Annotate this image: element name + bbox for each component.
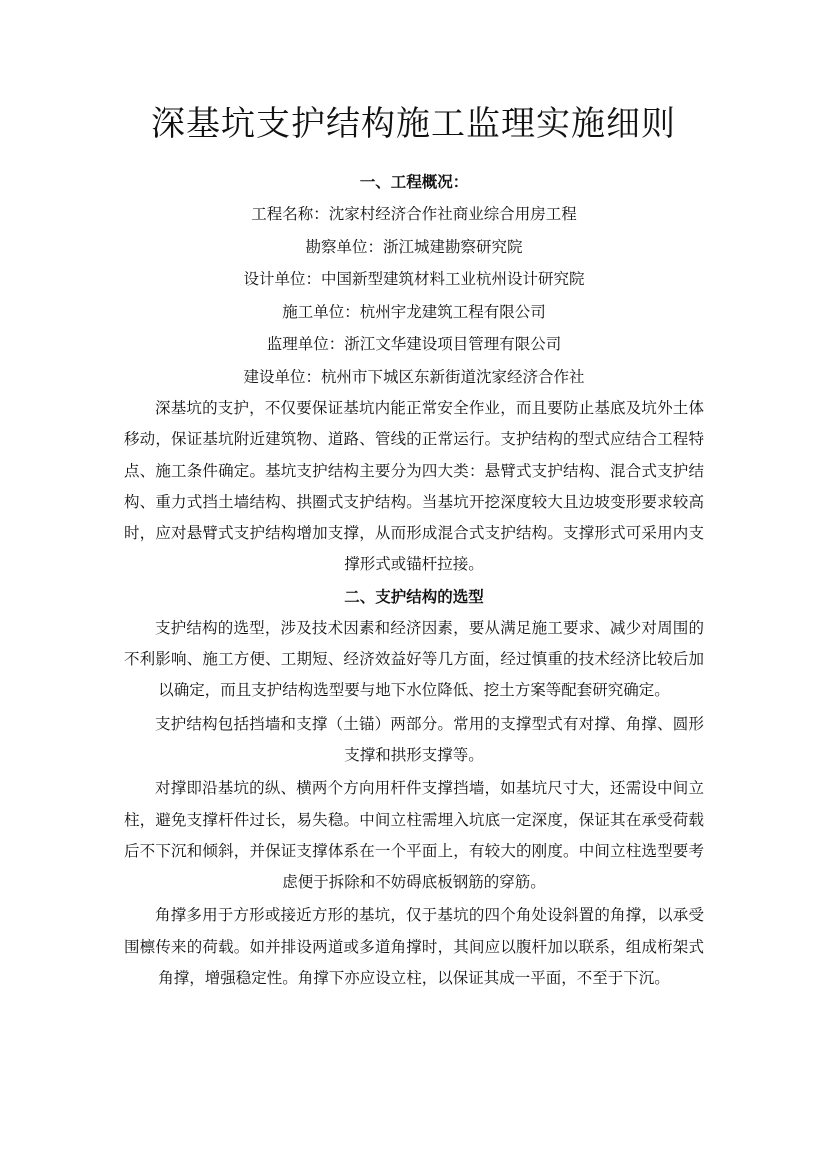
info-owner-unit: 建设单位：杭州市下城区东新街道沈家经济合作社 xyxy=(243,367,585,386)
paragraph-overview: 深基坑的支护，不仅要保证基坑内能正常安全作业，而且要防止基底及坑外土体移动，保证基坑附近建筑物、道路、管线的正常运行。支护结构的型式应结合工程特点、施工条件确定。基坑支护结构主要分为四大类：悬臂式支护结构、混合式支护结构、重力式挡土墙结构、拱圈式支护结构。当基坑开挖深度较大且边坡变形要求较高时，应对悬臂式支护结构增加支撑，从而形成混合式支护结构。支撑形式可采用内支撑形式或锚杆拉接。 xyxy=(124,399,704,574)
section-heading-overview: 一、工程概况： xyxy=(359,172,469,191)
info-project-name: 工程名称：沈家村经济合作社商业综合用房工程 xyxy=(251,205,577,223)
section-heading-selection: 二、支护结构的选型 xyxy=(344,586,484,606)
document-body xyxy=(124,166,704,994)
paragraph-support-types: 支护结构包括挡墙和支撑（土锚）两部分。常用的支撑型式有对撑、角撑、圆形支撑和拱形支撑等。 xyxy=(155,714,704,764)
paragraph-corner-bracing: 角撑多用于方形或接近方形的基坑，仅于基坑的四个角处设斜置的角撑，以承受围檩传来的荷载。如并排设两道或多道角撑时，其间应以腹杆加以联系，组成桁架式角撑，增强稳定性。角撑下亦应设立柱，以保证其成一平面，不至于下沉。 xyxy=(124,906,704,988)
paragraph-cross-bracing: 对撑即沿基坑的纵、横两个方向用杆件支撑挡墙，如基坑尺寸大，还需设中间立柱，避免支撑杆件过长，易失稳。中间立柱需埋入坑底一定深度，保证其在承受荷载后不下沉和倾斜，并保证支撑体系在一个平面上，有较大的刚度。中间立柱选型要考虑便于拆除和不妨碍底板钢筋的穿筋。 xyxy=(124,779,704,892)
info-design-unit: 设计单位：中国新型建筑材料工业杭州设计研究院 xyxy=(243,270,585,288)
document-title: 深基坑支护结构施工监理实施细则 xyxy=(151,104,676,144)
info-survey-unit: 勘察单位：浙江城建勘察研究院 xyxy=(305,237,523,256)
info-supervision-unit: 监理单位：浙江文华建设项目管理有限公司 xyxy=(266,335,562,353)
paragraph-selection: 支护结构的选型，涉及技术因素和经济因素，要从满足施工要求、减少对周围的不利影响、施工方便、工期短、经济效益好等几方面，经过慎重的技术经济比较后加以确定，而且支护结构选型要与地下水位降低、挖土方案等配套研究确定。 xyxy=(124,618,704,700)
info-construction-unit: 施工单位：杭州宇龙建筑工程有限公司 xyxy=(282,302,546,321)
